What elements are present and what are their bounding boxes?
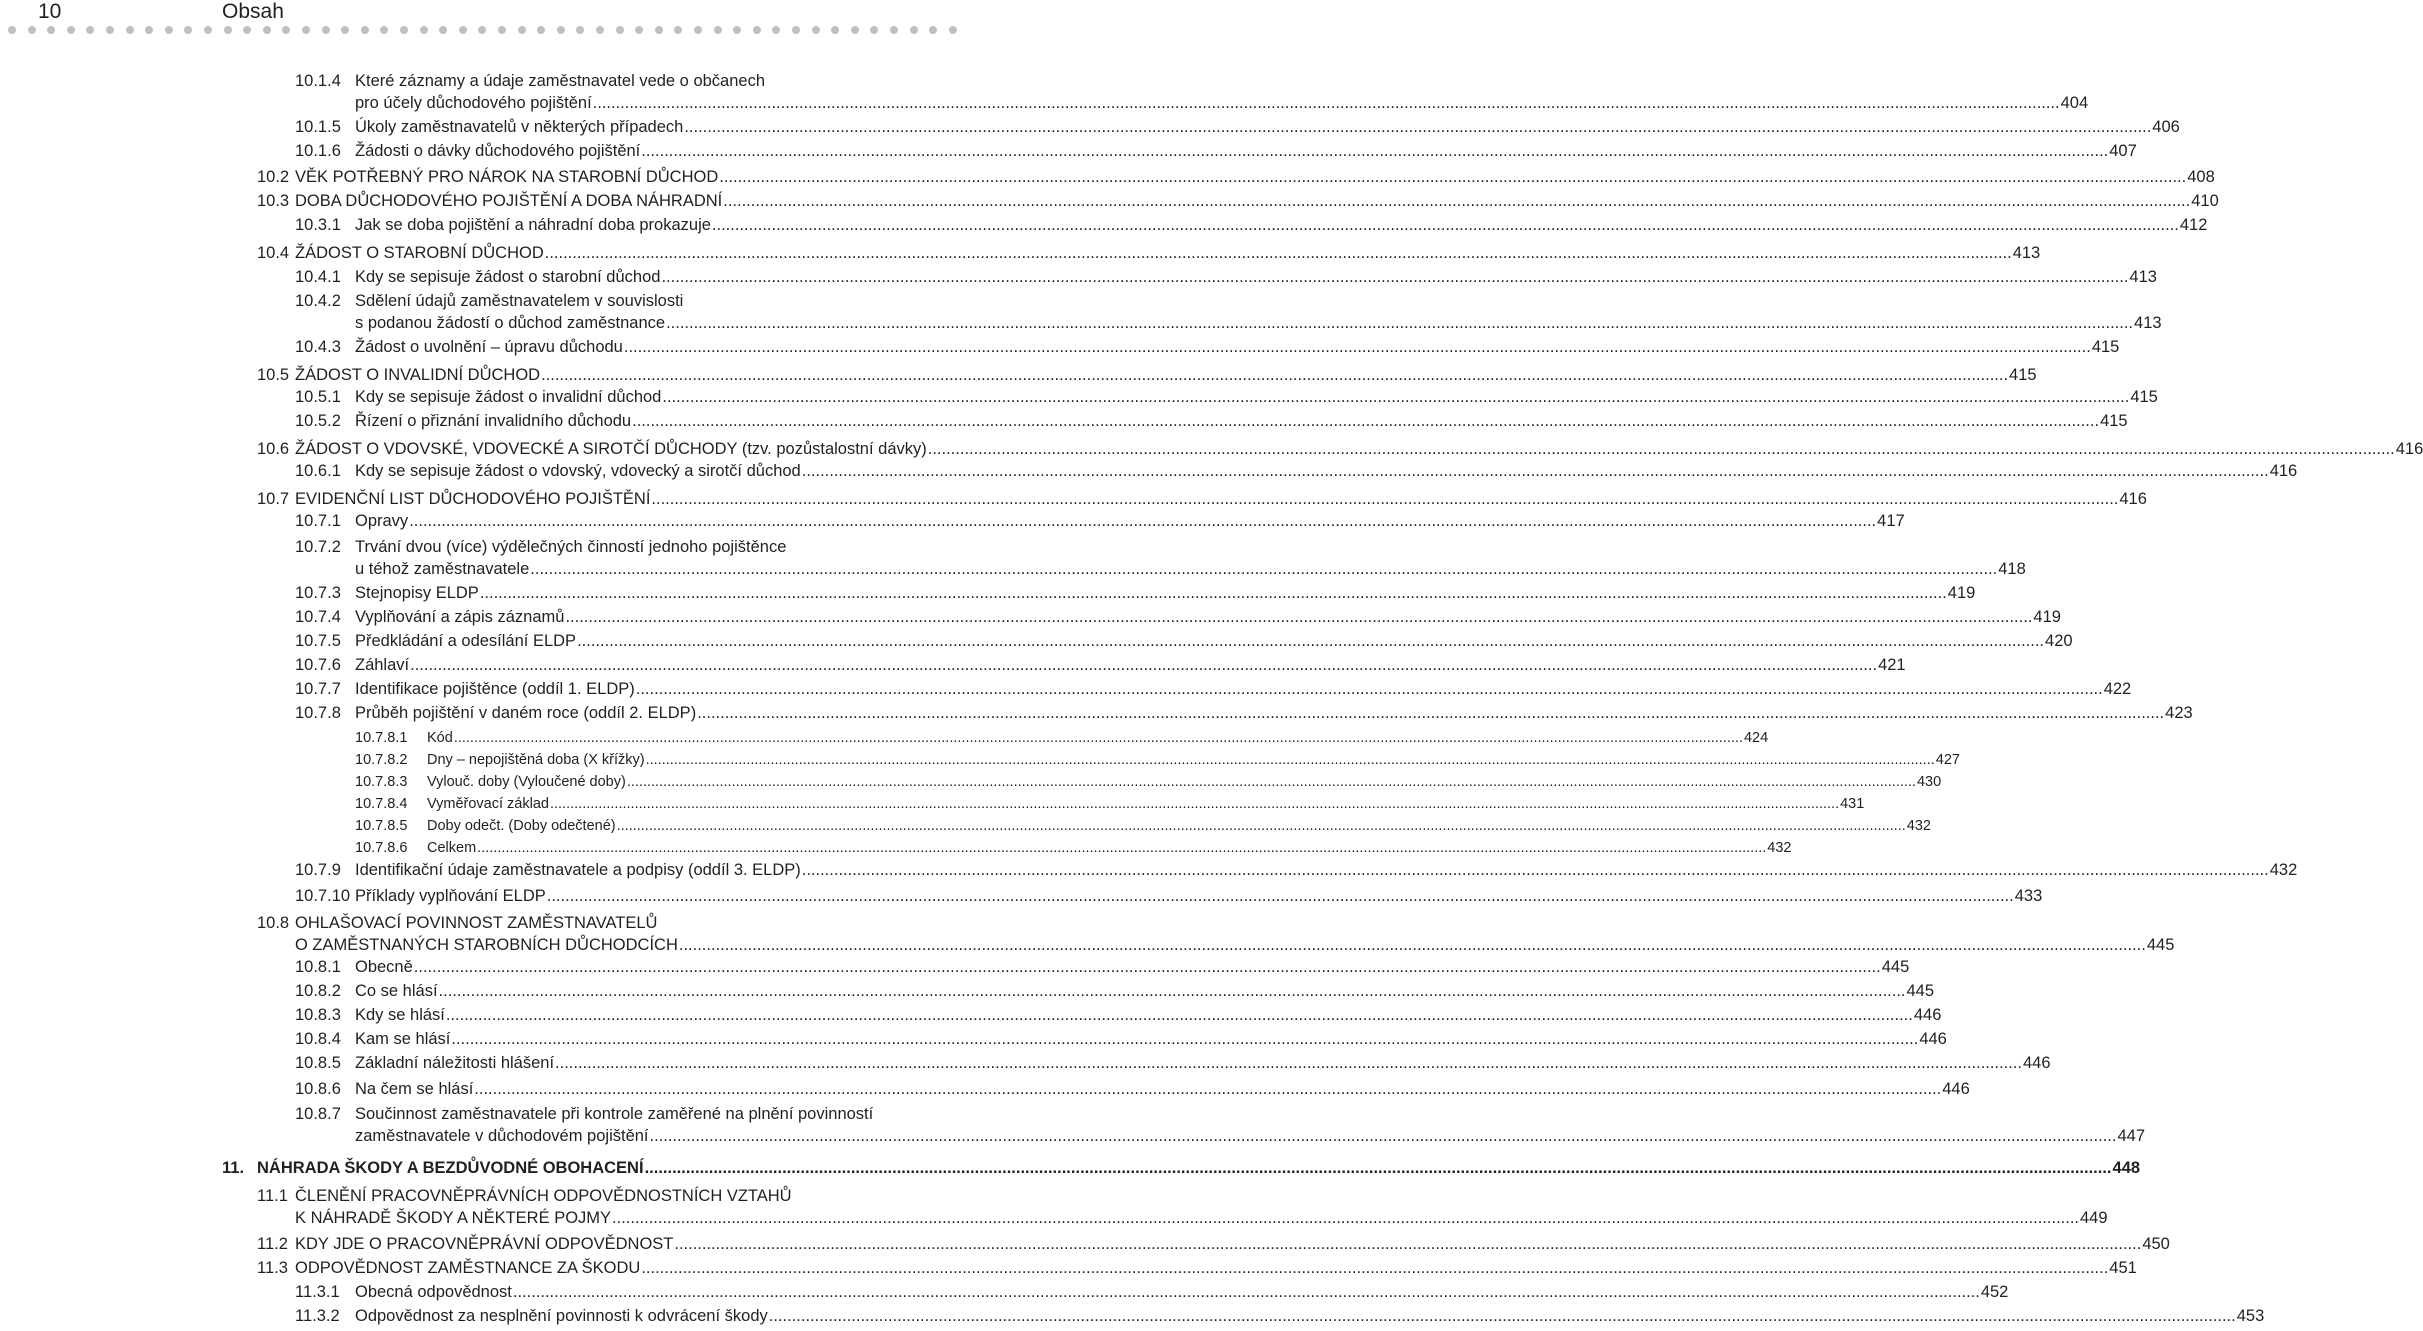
- toc-entry-number: 10.1.4: [295, 72, 341, 90]
- toc-entry-number: 10.8: [257, 914, 290, 932]
- toc-entry-title: Trvání dvou (více) výdělečných činností jednoho pojištěnce: [355, 538, 787, 556]
- decorative-dot: [792, 26, 800, 34]
- toc-entry[interactable]: [295, 859, 2298, 881]
- dot-leader: [723, 190, 2190, 212]
- dot-leader: [550, 793, 1839, 815]
- dot-leader: [674, 1233, 2141, 1255]
- dot-leader: [662, 386, 2129, 408]
- toc-entry-number: 10.8.5: [295, 1054, 341, 1072]
- decorative-dot: [537, 26, 545, 34]
- toc-entry[interactable]: [257, 1233, 2170, 1255]
- decorative-dot: [890, 26, 898, 34]
- toc-entry-page: 415: [2100, 412, 2128, 430]
- toc-entry-title: Na čem se hlásí: [355, 1080, 474, 1098]
- dot-leader: [627, 771, 1916, 793]
- toc-entry-title: Žádosti o dávky důchodového pojištění: [355, 142, 641, 160]
- dot-leader: [666, 312, 2133, 334]
- toc-entry-title: Kdy se sepisuje žádost o invalidní důchod: [355, 388, 662, 406]
- dot-leader: [477, 837, 1766, 859]
- decorative-dot: [263, 26, 271, 34]
- toc-entry[interactable]: [295, 266, 2157, 288]
- dot-leader: [719, 166, 2186, 188]
- toc-entry-title: Předkládání a odesílání ELDP: [355, 632, 577, 650]
- decorative-dot: [596, 26, 604, 34]
- toc-entry-title: Odpovědnost za nesplnění povinnosti k odvrácení škody: [355, 1307, 768, 1325]
- toc-entry[interactable]: [295, 386, 2158, 408]
- toc-entry-title: ČLENĚNÍ PRACOVNĚPRÁVNÍCH ODPOVĚDNOSTNÍCH VZTAHŮ: [295, 1187, 792, 1205]
- decorative-dot: [106, 26, 114, 34]
- dot-leader: [624, 336, 2091, 358]
- toc-entry-number: 10.4.2: [295, 292, 341, 310]
- toc-entry[interactable]: [295, 885, 2043, 907]
- toc-entry-title: O ZAMĚSTNANÝCH STAROBNÍCH DŮCHODCÍCH: [295, 936, 678, 954]
- dot-leader: [769, 1305, 2236, 1327]
- toc-entry-number: 10.2: [257, 168, 290, 186]
- dot-leader: [641, 140, 2108, 162]
- dot-leader: [650, 1125, 2117, 1147]
- dot-leader: [547, 885, 2014, 907]
- toc-entry-title: Úkoly zaměstnavatelů v některých případech: [355, 118, 684, 136]
- toc-entry[interactable]: [257, 912, 2175, 956]
- decorative-dot: [714, 26, 722, 34]
- toc-entry[interactable]: [257, 438, 2423, 460]
- toc-entry[interactable]: [295, 290, 2162, 334]
- toc-entry-number: 10.1.6: [295, 142, 341, 160]
- toc-entry-number: 10.7.4: [295, 608, 341, 626]
- toc-entry-page: 420: [2045, 632, 2073, 650]
- toc-entry-page: 423: [2165, 704, 2193, 722]
- dot-leader: [612, 1207, 2079, 1229]
- dot-leader: [513, 1281, 1980, 1303]
- toc-entry-title: pro účely důchodového pojištění: [355, 94, 592, 112]
- dot-leader: [651, 488, 2118, 510]
- toc-entry-title: Základní náležitosti hlášení: [355, 1054, 555, 1072]
- decorative-dot: [28, 26, 36, 34]
- toc-entry-page: 432: [2269, 861, 2298, 879]
- toc-entry[interactable]: [295, 536, 2026, 580]
- toc-entry-title: zaměstnavatele v důchodovém pojištění: [355, 1127, 649, 1145]
- decorative-dot: [86, 26, 94, 34]
- toc-entry[interactable]: [295, 980, 1935, 1002]
- decorative-dot: [224, 26, 232, 34]
- decorative-dot: [302, 26, 310, 34]
- toc-entry-number: 10.8.3: [295, 1006, 341, 1024]
- header-section-title: Obsah: [222, 0, 284, 23]
- toc-entry-number: 10.4: [257, 244, 290, 262]
- toc-entry[interactable]: [257, 364, 2037, 386]
- decorative-dot: [361, 26, 369, 34]
- toc-entry-number: 10.7.8.5: [355, 818, 408, 834]
- toc-entry-title: Záhlaví: [355, 656, 410, 674]
- decorative-dot: [518, 26, 526, 34]
- dot-leader: [646, 749, 1935, 771]
- toc-entry-page: 445: [1906, 982, 1935, 1000]
- toc-entry-page: 449: [2079, 1209, 2108, 1227]
- toc-entry-title: KDY JDE O PRACOVNĚPRÁVNÍ ODPOVĚDNOST: [295, 1235, 674, 1253]
- toc-entry-number: 10.7.8.3: [355, 774, 408, 790]
- toc-entry[interactable]: [257, 242, 2041, 264]
- toc-entry[interactable]: [355, 727, 1769, 749]
- toc-entry-number: 10.5.1: [295, 388, 341, 406]
- dot-leader: [802, 859, 2269, 881]
- decorative-dot: [184, 26, 192, 34]
- toc-entry-title: Dny – nepojištěná doba (X křížky): [427, 752, 645, 768]
- toc-entry[interactable]: [295, 1052, 2051, 1074]
- decorative-dot: [655, 26, 663, 34]
- toc-entry-title: Kdy se sepisuje žádost o vdovský, vdovecký a sirotčí důchod: [355, 462, 801, 480]
- toc-entry-page: 407: [2109, 142, 2137, 160]
- decorative-dot: [478, 26, 486, 34]
- toc-entry-page: 413: [2129, 268, 2157, 286]
- toc-entry-title: Žádost o uvolnění – úpravu důchodu: [355, 338, 623, 356]
- dot-leader: [454, 727, 1743, 749]
- toc-entry-number: 10.8.4: [295, 1030, 341, 1048]
- toc-entry-page: 421: [1878, 656, 1906, 674]
- toc-entry-number: 10.7.9: [295, 861, 341, 879]
- dot-leader: [451, 1028, 1918, 1050]
- toc-entry-number: 10.4.1: [295, 268, 341, 286]
- decorative-dot: [851, 26, 859, 34]
- toc-entry[interactable]: [295, 1103, 2145, 1147]
- dot-leader: [446, 1004, 1913, 1026]
- decorative-dot: [576, 26, 584, 34]
- decorative-dot: [733, 26, 741, 34]
- toc-entry-title: Opravy: [355, 512, 409, 530]
- toc-entry[interactable]: [295, 956, 1910, 978]
- decorative-dot: [557, 26, 565, 34]
- decorative-dot: [47, 26, 55, 34]
- toc-entry-title: ŽÁDOST O INVALIDNÍ DŮCHOD: [295, 366, 541, 384]
- toc-entry-title: VĚK POTŘEBNÝ PRO NÁROK NA STAROBNÍ DŮCHOD: [295, 168, 719, 186]
- decorative-dot: [420, 26, 428, 34]
- toc-entry-page: 424: [1743, 730, 1769, 746]
- toc-entry-page: 422: [2103, 680, 2132, 698]
- decorative-dot: [929, 26, 937, 34]
- toc-entry-page: 451: [2109, 1259, 2137, 1277]
- decorative-dot: [341, 26, 349, 34]
- dot-leader: [641, 1257, 2108, 1279]
- dot-leader: [577, 630, 2044, 652]
- toc-entry-page: 418: [1998, 560, 2026, 578]
- toc-entry-number: 10.7: [257, 490, 290, 508]
- toc-entry[interactable]: [295, 678, 2132, 700]
- toc-entry-page: 416: [2269, 462, 2298, 480]
- toc-entry[interactable]: [257, 488, 2147, 510]
- toc-entry-page: 450: [2142, 1235, 2170, 1253]
- toc-entry-number: 10.6.1: [295, 462, 341, 480]
- toc-entry[interactable]: [355, 793, 1865, 815]
- toc-entry-title: K NÁHRADĚ ŠKODY A NĚKTERÉ POJMY: [295, 1209, 612, 1227]
- toc-entry-title: Stejnopisy ELDP: [355, 584, 479, 602]
- toc-entry-title: Které záznamy a údaje zaměstnavatel vede o občanech: [355, 72, 766, 90]
- toc-entry-title: Vyplňování a zápis záznamů: [355, 608, 565, 626]
- toc-entry-number: 11.1: [257, 1187, 288, 1205]
- toc-entry[interactable]: [295, 702, 2193, 724]
- toc-entry-title: Vyměřovací základ: [427, 796, 549, 812]
- toc-entry-page: 448: [2112, 1159, 2141, 1177]
- toc-entry-page: 445: [2146, 936, 2175, 954]
- toc-entry[interactable]: [295, 582, 1976, 604]
- toc-entry-page: 452: [1980, 1283, 2009, 1301]
- toc-entry[interactable]: [295, 410, 2128, 432]
- toc-entry-number: 11.2: [257, 1235, 288, 1253]
- toc-entry[interactable]: [257, 166, 2215, 188]
- toc-entry-number: 10.7.8.1: [355, 730, 408, 746]
- toc-entry[interactable]: [295, 70, 2089, 114]
- toc-entry-title: Sdělení údajů zaměstnavatelem v souvislosti: [355, 292, 684, 310]
- decorative-dot: [831, 26, 839, 34]
- toc-entry-page: 406: [2152, 118, 2180, 136]
- decorative-dot: [635, 26, 643, 34]
- toc-entry-page: 446: [2022, 1054, 2051, 1072]
- toc-entry-number: 10.7.8.4: [355, 796, 408, 812]
- toc-entry-title: Vylouč. doby (Vyloučené doby): [427, 774, 626, 790]
- dot-leader: [555, 1052, 2022, 1074]
- toc-entry-page: 412: [2179, 216, 2208, 234]
- toc-entry-number: 10.7.10: [295, 887, 351, 905]
- toc-entry-number: 10.8.6: [295, 1080, 341, 1098]
- toc-entry-number: 10.7.6: [295, 656, 341, 674]
- toc-entry[interactable]: [295, 214, 2208, 236]
- decorative-dot: [674, 26, 682, 34]
- dot-leader: [530, 558, 1997, 580]
- toc-entry-title: Jak se doba pojištění a náhradní doba prokazuje: [355, 216, 711, 234]
- toc-entry-title: s podanou žádostí o důchod zaměstnance: [355, 314, 666, 332]
- toc-entry[interactable]: [295, 510, 1905, 532]
- toc-entry-number: 11.3.2: [295, 1307, 340, 1325]
- toc-entry-page: 408: [2187, 168, 2215, 186]
- toc-entry-page: 445: [1881, 958, 1910, 976]
- toc-entry[interactable]: [295, 116, 2180, 138]
- decorative-dot: [910, 26, 918, 34]
- toc-entry-title: Kam se hlásí: [355, 1030, 451, 1048]
- toc-entry[interactable]: [355, 771, 1942, 793]
- toc-entry-page: 433: [2014, 887, 2043, 905]
- toc-entry-title: Identifikační údaje zaměstnavatele a podpisy (oddíl 3. ELDP): [355, 861, 801, 879]
- toc-entry-number: 11.: [222, 1159, 245, 1177]
- toc-entry-number: 10.1.5: [295, 118, 341, 136]
- toc-entry-title: Doby odečt. (Doby odečtené): [427, 818, 616, 834]
- toc-entry-title: Řízení o přiznání invalidního důchodu: [355, 412, 632, 430]
- toc-entry-title: ODPOVĚDNOST ZAMĚSTNANCE ZA ŠKODU: [295, 1259, 641, 1277]
- decorative-dot: [243, 26, 251, 34]
- toc-entry-title: EVIDENČNÍ LIST DŮCHODOVÉHO POJIŠTĚNÍ: [295, 490, 651, 508]
- toc-entry-title: Obecně: [355, 958, 413, 976]
- dot-leader: [414, 956, 1881, 978]
- toc-entry[interactable]: [355, 815, 1931, 837]
- decorative-dot: [322, 26, 330, 34]
- toc-entry[interactable]: [355, 837, 1792, 859]
- toc-entry-title: Průběh pojištění v daném roce (oddíl 2. ELDP): [355, 704, 697, 722]
- toc-entry-title: Příklady vyplňování ELDP: [355, 887, 546, 905]
- dot-leader: [565, 606, 2032, 628]
- toc-entry[interactable]: [355, 749, 1960, 771]
- toc-entry-title: Celkem: [427, 840, 477, 856]
- toc-entry-title: ŽÁDOST O VDOVSKÉ, VDOVECKÉ A SIROTČÍ DŮCHODY (tzv. pozůstalostní dávky): [295, 440, 927, 458]
- decorative-dot: [204, 26, 212, 34]
- toc-entry[interactable]: [295, 1305, 2265, 1327]
- decorative-dot: [282, 26, 290, 34]
- toc-entry-page: 404: [2060, 94, 2089, 112]
- decorative-dot: [8, 26, 16, 34]
- dot-leader: [679, 934, 2146, 956]
- dot-leader: [802, 460, 2269, 482]
- header-dot-rule: [0, 26, 960, 36]
- dot-leader: [661, 266, 2128, 288]
- toc-entry-page: 415: [2091, 338, 2120, 356]
- toc-entry-page: 447: [2117, 1127, 2145, 1145]
- toc-entry-number: 10.7.1: [295, 512, 341, 530]
- toc-entry[interactable]: [295, 630, 2073, 652]
- toc-entry[interactable]: [295, 336, 2120, 358]
- toc-entry[interactable]: [295, 140, 2137, 162]
- dot-leader: [697, 702, 2164, 724]
- page-number: 10: [38, 0, 62, 23]
- toc-entry-page: 415: [2009, 366, 2037, 384]
- toc-entry[interactable]: [295, 460, 2298, 482]
- dot-leader: [632, 410, 2099, 432]
- toc-entry-page: 446: [1919, 1030, 1947, 1048]
- toc-entry-number: 10.8.7: [295, 1105, 341, 1123]
- decorative-dot: [145, 26, 153, 34]
- toc-entry[interactable]: [295, 606, 2061, 628]
- decorative-dot: [380, 26, 388, 34]
- toc-entry-number: 10.4.3: [295, 338, 341, 356]
- dot-leader: [410, 654, 1877, 676]
- toc-entry[interactable]: [295, 1004, 1942, 1026]
- toc-entry-number: 10.3: [257, 192, 290, 210]
- toc-entry-number: 10.7.7: [295, 680, 341, 698]
- toc-entry-page: 446: [1913, 1006, 1942, 1024]
- toc-entry-title: Kdy se hlásí: [355, 1006, 445, 1024]
- toc-entry-number: 10.3.1: [295, 216, 341, 234]
- toc-entry[interactable]: [295, 1078, 1970, 1100]
- decorative-dot: [753, 26, 761, 34]
- toc-entry-number: 10.5: [257, 366, 290, 384]
- toc-entry-page: 431: [1840, 796, 1865, 812]
- toc-entry[interactable]: [295, 654, 1906, 676]
- dot-leader: [645, 1157, 2112, 1179]
- toc-entry[interactable]: [295, 1281, 2009, 1303]
- toc-entry-page: 413: [2134, 314, 2162, 332]
- toc-entry-number: 11.3: [257, 1259, 288, 1277]
- toc-entry-title: NÁHRADA ŠKODY A BEZDŮVODNÉ OBOHACENÍ: [257, 1159, 644, 1177]
- decorative-dot: [400, 26, 408, 34]
- decorative-dot: [949, 26, 957, 34]
- toc-entry-number: 10.8.2: [295, 982, 341, 1000]
- dot-leader: [545, 242, 2012, 264]
- toc-entry-title: DOBA DŮCHODOVÉHO POJIŠTĚNÍ A DOBA NÁHRADNÍ: [295, 192, 723, 210]
- dot-leader: [474, 1078, 1941, 1100]
- toc-entry-title: Co se hlásí: [355, 982, 438, 1000]
- toc-entry-number: 10.7.8.2: [355, 752, 408, 768]
- dot-leader: [684, 116, 2151, 138]
- toc-entry-page: 416: [2119, 490, 2147, 508]
- toc-entry-page: 415: [2130, 388, 2158, 406]
- decorative-dot: [459, 26, 467, 34]
- toc-entry-title: Identifikace pojištěnce (oddíl 1. ELDP): [355, 680, 635, 698]
- toc-entry-title: OHLAŠOVACÍ POVINNOST ZAMĚSTNAVATELŮ: [295, 914, 658, 932]
- decorative-dot: [498, 26, 506, 34]
- toc-entry-title: Obecná odpovědnost: [355, 1283, 512, 1301]
- toc-entry-page: 419: [1947, 584, 1976, 602]
- toc-entry-page: 417: [1877, 512, 1905, 530]
- dot-leader: [636, 678, 2103, 700]
- toc-entry-number: 10.7.5: [295, 632, 341, 650]
- toc-entry-title: u téhož zaměstnavatele: [355, 560, 530, 578]
- dot-leader: [928, 438, 2395, 460]
- toc-entry-page: 453: [2236, 1307, 2265, 1325]
- toc-entry-page: 446: [1942, 1080, 1970, 1098]
- toc-entry-number: 10.6: [257, 440, 290, 458]
- toc-entry-page: 427: [1935, 752, 1960, 768]
- toc-entry-number: 10.7.8.6: [355, 840, 408, 856]
- toc-entry-title: ŽÁDOST O STAROBNÍ DŮCHOD: [295, 244, 544, 262]
- toc-entry-page: 413: [2012, 244, 2041, 262]
- toc-entry-title: Kdy se sepisuje žádost o starobní důchod: [355, 268, 661, 286]
- dot-leader: [617, 815, 1906, 837]
- toc-entry-page: 416: [2395, 440, 2423, 458]
- toc-entry[interactable]: [295, 1028, 1947, 1050]
- toc-entry-number: 10.8.1: [295, 958, 341, 976]
- dot-leader: [712, 214, 2179, 236]
- toc-entry-page: 410: [2191, 192, 2219, 210]
- toc-entry-page: 432: [1767, 840, 1792, 856]
- decorative-dot: [812, 26, 820, 34]
- toc-entry-number: 10.7.2: [295, 538, 341, 556]
- toc-entry[interactable]: [257, 1257, 2137, 1279]
- decorative-dot: [616, 26, 624, 34]
- decorative-dot: [165, 26, 173, 34]
- dot-leader: [409, 510, 1876, 532]
- decorative-dot: [694, 26, 702, 34]
- toc-entry-title: Součinnost zaměstnavatele při kontrole zaměřené na plnění povinností: [355, 1105, 874, 1123]
- toc-entry[interactable]: [257, 1185, 2108, 1229]
- dot-leader: [439, 980, 1906, 1002]
- toc-entry-title: Kód: [427, 730, 453, 746]
- dot-leader: [593, 92, 2060, 114]
- dot-leader: [480, 582, 1947, 604]
- decorative-dot: [870, 26, 878, 34]
- toc-entry-number: 10.5.2: [295, 412, 341, 430]
- toc-entry-page: 430: [1916, 774, 1942, 790]
- toc-entry-page: 432: [1906, 818, 1931, 834]
- dot-leader: [541, 364, 2008, 386]
- decorative-dot: [67, 26, 75, 34]
- decorative-dot: [772, 26, 780, 34]
- toc-entry[interactable]: [222, 1157, 2141, 1179]
- toc-entry[interactable]: [257, 190, 2219, 212]
- toc-entry-page: 419: [2033, 608, 2061, 626]
- toc-entry-number: 11.3.1: [295, 1283, 340, 1301]
- decorative-dot: [126, 26, 134, 34]
- toc-entry-number: 10.7.3: [295, 584, 341, 602]
- toc-entry-number: 10.7.8: [295, 704, 341, 722]
- decorative-dot: [439, 26, 447, 34]
